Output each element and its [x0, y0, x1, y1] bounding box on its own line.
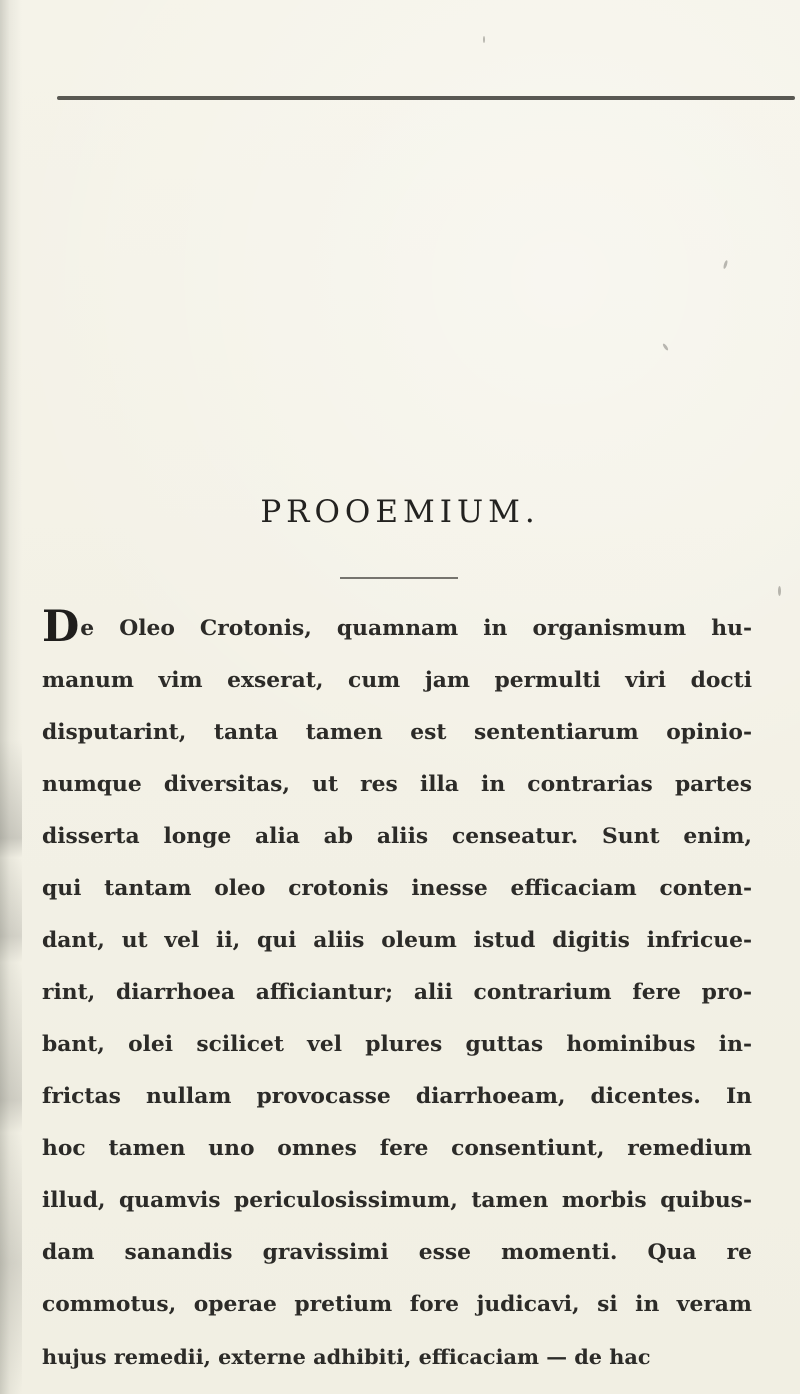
text-line-5: disserta longe alia ab aliis censeatur. Sunt enim, [42, 824, 752, 849]
heading-divider [340, 577, 458, 579]
paper-speck [723, 260, 729, 269]
text-line-1 [42, 603, 752, 655]
text-line-7: dant, ut vel ii, qui aliis oleum istud digitis infricue- [42, 928, 752, 953]
top-rule [57, 96, 795, 100]
text-line-13: dam sanandis gravissimi esse momenti. Qua re [42, 1240, 752, 1265]
text-line-12: illud, quamvis periculosissimum, tamen morbis quibus- [42, 1188, 752, 1213]
page-heading: PROOEMIUM. [260, 494, 540, 530]
paper-speck [483, 36, 485, 43]
text-line-9: bant, olei scilicet vel plures guttas hominibus in- [42, 1032, 752, 1057]
text-line-10: frictas nullam provocasse diarrhoeam, dicentes. In [42, 1084, 752, 1109]
text-line-15: hujus remedii, externe adhibiti, efficaciam — de hac [42, 1344, 651, 1369]
drop-cap: D [42, 602, 80, 652]
text-line-1-content: e Oleo Crotonis, quamnam in organismum hu- [80, 616, 752, 641]
paper-speck [778, 586, 781, 596]
text-line-8: rint, diarrhoea afficiantur; alii contrarium fere pro- [42, 980, 752, 1005]
text-line-4: numque diversitas, ut res illa in contrarias partes [42, 772, 752, 797]
text-line-6: qui tantam oleo crotonis inesse efficaciam conten- [42, 876, 752, 901]
text-line-11: hoc tamen uno omnes fere consentiunt, remedium [42, 1136, 752, 1161]
binding-marks [0, 740, 22, 1394]
binding-shadow [0, 0, 22, 1394]
text-line-3: disputarint, tanta tamen est sententiarum opinio- [42, 720, 752, 745]
text-line-2: manum vim exserat, cum jam permulti viri docti [42, 668, 752, 693]
paper-speck [662, 343, 669, 351]
text-line-14: commotus, operae pretium fore judicavi, si in veram [42, 1292, 752, 1317]
body-text [42, 603, 752, 1383]
